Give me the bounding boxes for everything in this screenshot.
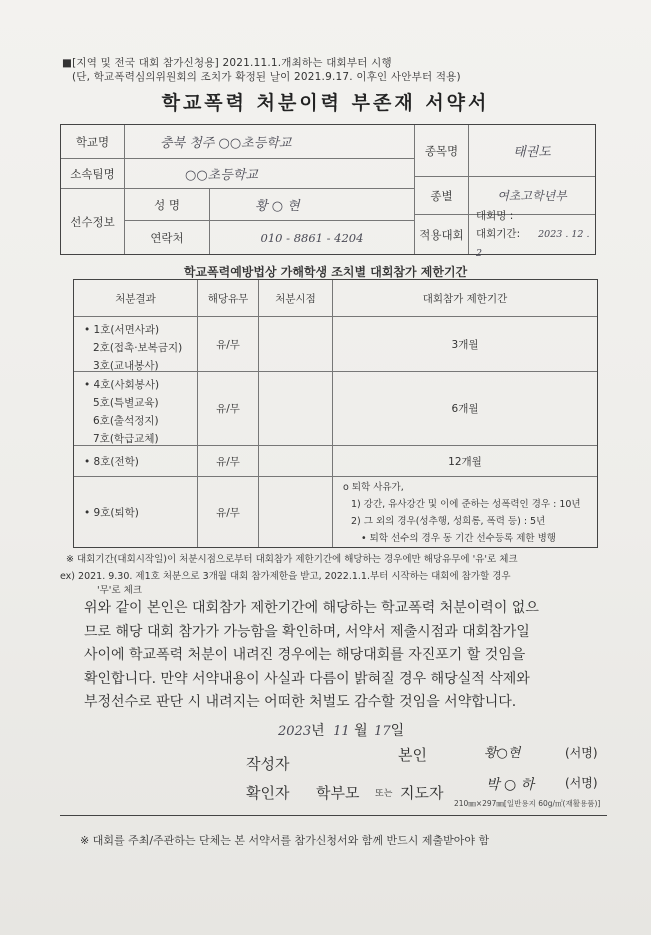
footnote-2: ex) 2021. 9.30. 제1호 처분으로 3개월 대회 참가제한을 받고, 2022.1.1.부터 시작하는 대회에 참가할 경우 bbox=[60, 571, 511, 582]
team-value: ○○초등학교 bbox=[125, 159, 415, 189]
statement-line: 부정선수로 판단 시 내려지는 어떠한 처벌도 감수할 것임을 서약합니다. bbox=[84, 694, 517, 710]
self-signature: 황○현 bbox=[484, 746, 521, 761]
date-month: 11 bbox=[333, 724, 350, 739]
paper-size-note: 210㎜×297㎜[일반용지 60g/㎡(재활용품)] bbox=[454, 799, 601, 808]
group-3-period: 12개월 bbox=[333, 446, 597, 477]
name-label: 성 명 bbox=[125, 189, 210, 221]
bottom-divider bbox=[60, 815, 607, 816]
result-item: 6호(출석정지) bbox=[93, 415, 159, 427]
group-3-applicable: 유/무 bbox=[198, 446, 259, 477]
group-1-time bbox=[259, 317, 333, 372]
sign-mark-2: (서명) bbox=[565, 776, 598, 790]
meet-period-value: 2023 . 12 . 2 bbox=[476, 228, 590, 259]
result-item: • 8호(전학) bbox=[84, 455, 139, 468]
author-label: 작성자 bbox=[246, 755, 290, 773]
group-2-results bbox=[74, 372, 198, 446]
parent-label: 학부모 bbox=[316, 784, 360, 802]
result-item: • 9호(퇴학) bbox=[84, 506, 139, 519]
result-item: 3호(교내봉사) bbox=[93, 360, 159, 372]
group-2-applicable: 유/무 bbox=[198, 372, 259, 446]
school-label: 학교명 bbox=[61, 125, 125, 159]
confirmer-label: 확인자 bbox=[246, 784, 290, 802]
statement-line: 므로 해당 대회 참가가 가능함을 확인하며, 서약서 제출시점과 대회참가일 bbox=[84, 623, 530, 640]
expulsion-note: o 퇴학 사유가, bbox=[343, 482, 404, 493]
result-item: 5호(특별교육) bbox=[93, 397, 159, 409]
date-day-suffix: 일 bbox=[390, 723, 405, 739]
header-line-2: (단, 학교폭력심의위원회의 조치가 확정된 날이 2021.9.17. 이후인 사안부터 적용) bbox=[72, 71, 461, 83]
footnote-3: '무'로 체크 bbox=[97, 585, 142, 596]
header-applicable: 해당유무 bbox=[198, 280, 259, 317]
meet-name-label: 대회명 : bbox=[476, 209, 514, 222]
header-line-1: ■[지역 및 전국 대회 참가신청용] 2021.11.1.개최하는 대회부터 시행 bbox=[62, 57, 392, 69]
group-3-time bbox=[259, 446, 333, 477]
group-1-applicable: 유/무 bbox=[198, 317, 259, 372]
expulsion-notes bbox=[333, 477, 597, 547]
result-item: 7호(학급교체) bbox=[93, 433, 159, 445]
meet-detail bbox=[469, 209, 595, 259]
header-time: 처분시점 bbox=[259, 280, 333, 317]
group-2-time bbox=[259, 372, 333, 446]
meet-period bbox=[476, 225, 595, 263]
date-day: 17 bbox=[374, 724, 391, 739]
coach-label: 지도자 bbox=[400, 784, 444, 802]
statement-line: 확인합니다. 만약 서약내용이 사실과 다름이 밝혀질 경우 해당실적 삭제와 bbox=[84, 670, 530, 687]
document-title: 학교폭력 처분이력 부존재 서약서 bbox=[161, 92, 490, 114]
group-2-period: 6개월 bbox=[333, 372, 597, 446]
contact-label: 연락처 bbox=[125, 221, 210, 254]
expulsion-note: • 퇴학 선수의 경우 동 기간 선수등록 제한 병행 bbox=[361, 533, 556, 544]
category-label: 종별 bbox=[415, 177, 469, 215]
athlete-info-label: 선수정보 bbox=[61, 189, 125, 254]
sign-mark: (서명) bbox=[565, 746, 598, 760]
group-1-results bbox=[74, 317, 198, 372]
coach-signature: 박 ○ 하 bbox=[486, 777, 535, 793]
team-label: 소속팀명 bbox=[61, 159, 125, 189]
date-year-suffix: 년 bbox=[311, 723, 325, 739]
group-1-period: 3개월 bbox=[333, 317, 597, 372]
meet-period-label: 대회기간: bbox=[476, 227, 521, 240]
restriction-table bbox=[73, 279, 598, 548]
bottom-note: ※ 대회를 주최/주관하는 단체는 본 서약서를 참가신청서와 함께 반드시 제출받아야 함 bbox=[80, 834, 490, 847]
expulsion-note: 2) 그 외의 경우(성추행, 성희롱, 폭력 등) : 5년 bbox=[351, 516, 546, 527]
date-month-suffix: 월 bbox=[354, 723, 368, 739]
restriction-subtitle: 학교폭력예방법상 가해학생 조치별 대회참가 제한기간 bbox=[183, 265, 468, 279]
meet-label: 적용대회 bbox=[415, 215, 469, 254]
result-item: • 4호(사회봉사) bbox=[84, 379, 160, 391]
result-item: • 1호(서면사과) bbox=[84, 324, 160, 336]
footnote-1: ※ 대회기간(대회시작일)이 처분시점으로부터 대회참가 제한기간에 해당하는 경우에만 해당유무에 '유'로 체크 bbox=[66, 554, 518, 565]
expulsion-note: 1) 강간, 유사강간 및 이에 준하는 성폭력인 경우 : 10년 bbox=[351, 499, 581, 510]
statement-line: 사이에 학교폭력 처분이 내려진 경우에는 해당대회를 자진포기 할 것임을 bbox=[84, 647, 526, 663]
group-4-time bbox=[259, 477, 333, 547]
group-3-results bbox=[74, 446, 198, 477]
info-table bbox=[60, 124, 596, 259]
contact-value: 010 - 8861 - 4204 bbox=[210, 221, 415, 254]
school-value: 충북 청주 ○○초등학교 bbox=[125, 125, 415, 159]
statement-line: 위와 같이 본인은 대회참가 제한기간에 해당하는 학교폭력 처분이력이 없으 bbox=[84, 600, 539, 616]
event-label: 종목명 bbox=[415, 125, 469, 177]
group-4-applicable: 유/무 bbox=[198, 477, 259, 547]
or-label: 또는 bbox=[375, 789, 393, 799]
signing-date bbox=[278, 720, 404, 740]
event-value: 태권도 bbox=[469, 125, 595, 177]
header-period: 대회참가 제한기간 bbox=[333, 280, 597, 317]
name-value: 황 ○ 현 bbox=[210, 189, 415, 221]
header-result: 처분결과 bbox=[74, 280, 198, 317]
result-item: 2호(접촉·보복금지) bbox=[93, 342, 183, 354]
category-value: 여초고학년부 bbox=[469, 177, 595, 215]
statement-body bbox=[84, 597, 604, 715]
date-year: 2023 bbox=[278, 724, 312, 739]
self-label: 본인 bbox=[398, 746, 427, 764]
group-4-results bbox=[74, 477, 198, 547]
